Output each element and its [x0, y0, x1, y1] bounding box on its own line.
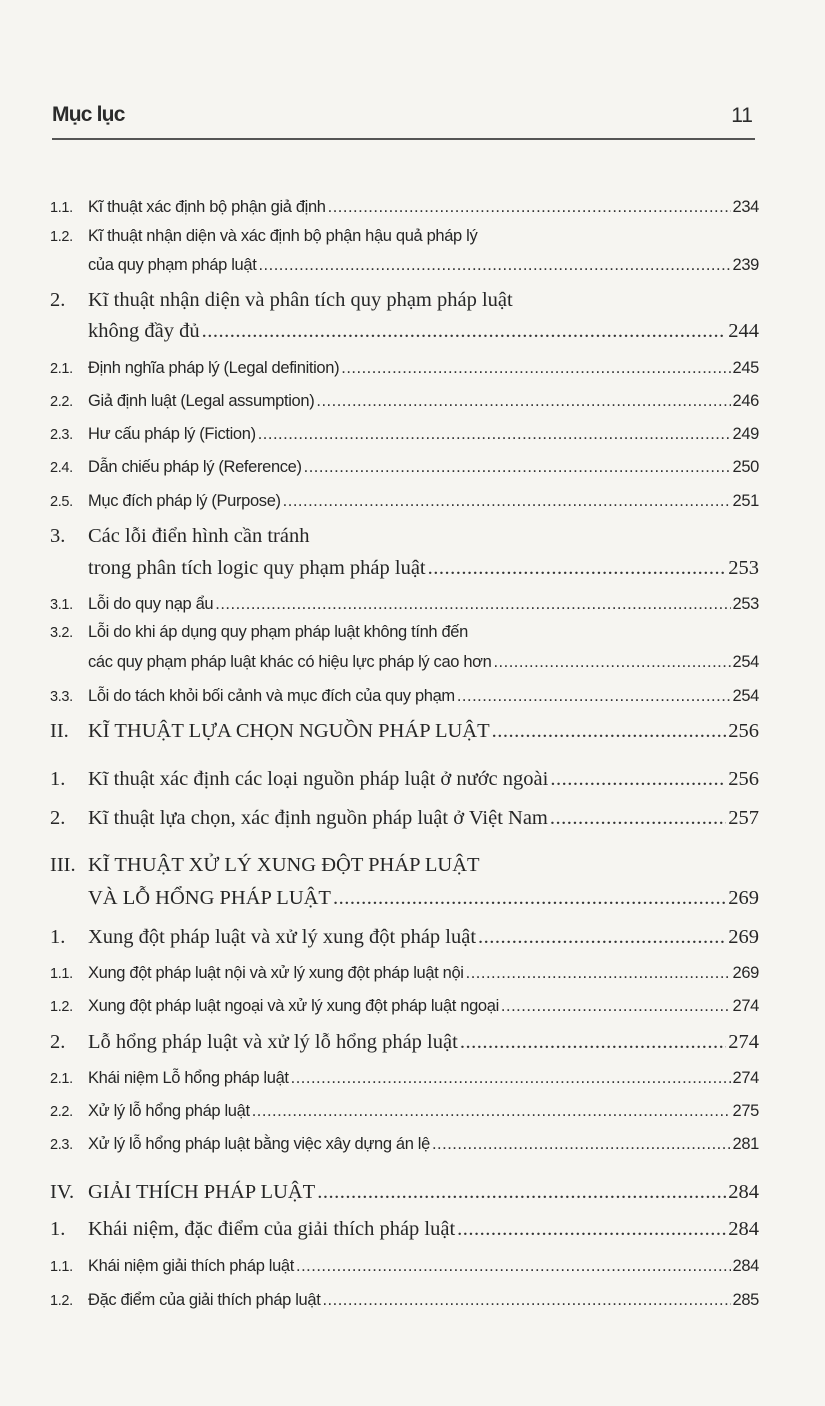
- entry-title: Khái niệm Lỗ hổng pháp luật: [88, 1069, 289, 1087]
- entry-title: VÀ LỖ HỔNG PHÁP LUẬT: [88, 887, 331, 909]
- entry-title: Hư cấu pháp lý (Fiction): [88, 425, 256, 443]
- entry-title: Kĩ thuật nhận diện và phân tích quy phạm pháp luật: [88, 289, 513, 311]
- toc-entry-line: [50, 458, 759, 477]
- toc-entry-line: [50, 623, 759, 642]
- entry-page: 234: [732, 198, 759, 216]
- entry-page: 274: [732, 1069, 759, 1087]
- entry-number: 2.2.: [50, 1104, 73, 1120]
- entry-number: 2.1.: [50, 1071, 73, 1087]
- toc-entry-line: [50, 492, 759, 511]
- entry-page: 253: [732, 595, 759, 613]
- entry-page: 245: [732, 359, 759, 377]
- entry-title: các quy phạm pháp luật khác có hiệu lực pháp lý cao hơn: [88, 653, 492, 671]
- toc-entry-line: [50, 256, 759, 275]
- toc-entry-line: [50, 926, 759, 949]
- entry-title: Xử lý lỗ hổng pháp luật bằng việc xây dựng án lệ: [88, 1135, 430, 1153]
- dot-leader: [283, 492, 731, 511]
- dot-leader: [258, 256, 730, 275]
- toc-entry-line: [50, 997, 759, 1016]
- entry-number: 1.: [50, 926, 66, 948]
- entry-number: 1.2.: [50, 1293, 73, 1309]
- entry-number: 2.3.: [50, 1137, 73, 1153]
- entry-title: của quy phạm pháp luật: [88, 256, 257, 274]
- toc-entry-line: [50, 1218, 759, 1241]
- entry-title: Kĩ thuật xác định bộ phận giả định: [88, 198, 326, 216]
- toc-entry-line: [50, 768, 759, 791]
- entry-title: Lỗi do tách khỏi bối cảnh và mục đích của quy phạm: [88, 687, 455, 705]
- entry-title: không đầy đủ: [88, 320, 200, 342]
- dot-leader: [550, 807, 726, 830]
- toc-entry-line: [50, 359, 759, 378]
- dot-leader: [550, 768, 726, 791]
- toc-entry-line: [50, 595, 759, 614]
- entry-title: Kĩ thuật xác định các loại nguồn pháp luật ở nước ngoài: [88, 768, 549, 790]
- entry-title: Lỗi do quy nạp ẩu: [88, 595, 214, 613]
- entry-number: 3.3.: [50, 689, 73, 705]
- toc-entry-line: [50, 1181, 759, 1204]
- entry-number: 2.: [50, 1031, 66, 1053]
- dot-leader: [432, 1135, 731, 1154]
- page-header-title: Mục lục: [52, 103, 125, 126]
- toc-entry-line: [50, 1291, 759, 1310]
- entry-title: Xung đột pháp luật và xử lý xung đột pháp luật: [88, 926, 477, 948]
- dot-leader: [322, 1291, 730, 1310]
- toc-entry-line: [50, 1135, 759, 1154]
- dot-leader: [341, 359, 730, 378]
- dot-leader: [291, 1069, 731, 1088]
- entry-title: Kĩ thuật nhận diện và xác định bộ phận hậu quả pháp lý: [88, 227, 478, 245]
- entry-number: 1.1.: [50, 966, 73, 982]
- entry-page: 269: [732, 964, 759, 982]
- entry-title: Mục đích pháp lý (Purpose): [88, 492, 281, 510]
- header-divider: [52, 138, 755, 140]
- entry-number: 3.1.: [50, 597, 73, 613]
- toc-entry-line: [50, 687, 759, 706]
- toc-entry-line: [50, 1102, 759, 1121]
- page-number: 11: [731, 104, 753, 127]
- dot-leader: [252, 1102, 731, 1121]
- toc-entry-line: [50, 653, 759, 672]
- toc-entry-line: [50, 392, 759, 411]
- entry-page: 251: [732, 492, 759, 510]
- entry-number: 2.3.: [50, 427, 73, 443]
- entry-title: Các lỗi điển hình cần tránh: [88, 525, 310, 547]
- entry-title: Lỗi do khi áp dụng quy phạm pháp luật không tính đến: [88, 623, 468, 641]
- entry-title: Lỗ hổng pháp luật và xử lý lỗ hổng pháp luật: [88, 1031, 458, 1053]
- entry-number: IV.: [50, 1181, 75, 1203]
- entry-page: 256: [728, 768, 759, 790]
- dot-leader: [328, 198, 731, 217]
- dot-leader: [501, 997, 731, 1016]
- dot-leader: [258, 425, 731, 444]
- dot-leader: [333, 887, 726, 910]
- entry-page: 281: [732, 1135, 759, 1153]
- entry-number: 2.5.: [50, 494, 73, 510]
- entry-page: 284: [732, 1257, 759, 1275]
- entry-page: 246: [732, 392, 759, 410]
- entry-page: 256: [728, 720, 759, 742]
- entry-number: 1.2.: [50, 999, 73, 1015]
- toc-entry-line: [50, 1069, 759, 1088]
- entry-number: II.: [50, 720, 69, 742]
- dot-leader: [492, 720, 727, 743]
- entry-title: KĨ THUẬT LỰA CHỌN NGUỒN PHÁP LUẬT: [88, 720, 490, 742]
- entry-page: 274: [728, 1031, 759, 1053]
- entry-number: 2.4.: [50, 460, 73, 476]
- entry-page: 253: [728, 557, 759, 579]
- entry-page: 284: [728, 1181, 759, 1203]
- entry-page: 250: [732, 458, 759, 476]
- entry-page: 254: [732, 687, 759, 705]
- entry-page: 274: [732, 997, 759, 1015]
- entry-page: 285: [732, 1291, 759, 1309]
- entry-number: 2.: [50, 807, 66, 829]
- entry-page: 254: [732, 653, 759, 671]
- toc-entry-line: [50, 964, 759, 983]
- toc-entry-line: [50, 198, 759, 217]
- dot-leader: [457, 1218, 726, 1241]
- entry-number: 3.: [50, 525, 66, 547]
- entry-page: 275: [732, 1102, 759, 1120]
- toc-entry-line: [50, 807, 759, 830]
- dot-leader: [296, 1257, 731, 1276]
- entry-page: 284: [728, 1218, 759, 1240]
- entry-number: 2.2.: [50, 394, 73, 410]
- entry-number: 1.2.: [50, 229, 73, 245]
- entry-number: 1.1.: [50, 200, 73, 216]
- dot-leader: [460, 1031, 726, 1054]
- entry-page: 269: [728, 926, 759, 948]
- entry-page: 249: [732, 425, 759, 443]
- dot-leader: [466, 964, 731, 983]
- toc-entry-line: [50, 1031, 759, 1054]
- toc-entry-line: [50, 425, 759, 444]
- entry-title: Xử lý lỗ hổng pháp luật: [88, 1102, 250, 1120]
- entry-title: Dẫn chiếu pháp lý (Reference): [88, 458, 302, 476]
- toc-entry-line: [50, 720, 759, 743]
- entry-page: 239: [732, 256, 759, 274]
- dot-leader: [202, 320, 727, 343]
- entry-title: trong phân tích logic quy phạm pháp luật: [88, 557, 426, 579]
- entry-number: III.: [50, 854, 76, 876]
- dot-leader: [428, 557, 727, 580]
- toc-entry-line: [50, 320, 759, 343]
- dot-leader: [478, 926, 726, 949]
- dot-leader: [493, 653, 730, 672]
- entry-title: Khái niệm giải thích pháp luật: [88, 1257, 294, 1275]
- entry-page: 244: [728, 320, 759, 342]
- entry-number: 2.: [50, 289, 66, 311]
- entry-number: 1.: [50, 1218, 66, 1240]
- entry-title: Khái niệm, đặc điểm của giải thích pháp luật: [88, 1218, 456, 1240]
- entry-number: 3.2.: [50, 625, 73, 641]
- toc-entry-line: [50, 887, 759, 910]
- entry-page: 269: [728, 887, 759, 909]
- entry-title: Định nghĩa pháp lý (Legal definition): [88, 359, 340, 377]
- toc-entry-line: [50, 289, 759, 312]
- dot-leader: [457, 687, 731, 706]
- entry-number: 1.: [50, 768, 66, 790]
- entry-title: Giả định luật (Legal assumption): [88, 392, 315, 410]
- entry-number: 1.1.: [50, 1259, 73, 1275]
- entry-title: Xung đột pháp luật nội và xử lý xung đột pháp luật nội: [88, 964, 464, 982]
- dot-leader: [215, 595, 730, 614]
- toc-entry-line: [50, 1257, 759, 1276]
- entry-title: Kĩ thuật lựa chọn, xác định nguồn pháp luật ở Việt Nam: [88, 807, 548, 829]
- dot-leader: [316, 392, 730, 411]
- toc-entry-line: [50, 525, 759, 548]
- entry-title: GIẢI THÍCH PHÁP LUẬT: [88, 1181, 316, 1203]
- toc-entry-line: [50, 227, 759, 246]
- entry-title: Xung đột pháp luật ngoại và xử lý xung đột pháp luật ngoại: [88, 997, 499, 1015]
- dot-leader: [304, 458, 731, 477]
- entry-number: 2.1.: [50, 361, 73, 377]
- entry-title: Đặc điểm của giải thích pháp luật: [88, 1291, 321, 1309]
- toc-entry-line: [50, 557, 759, 580]
- toc-entry-line: [50, 854, 759, 877]
- entry-title: KĨ THUẬT XỬ LÝ XUNG ĐỘT PHÁP LUẬT: [88, 854, 480, 876]
- entry-page: 257: [728, 807, 759, 829]
- dot-leader: [317, 1181, 726, 1204]
